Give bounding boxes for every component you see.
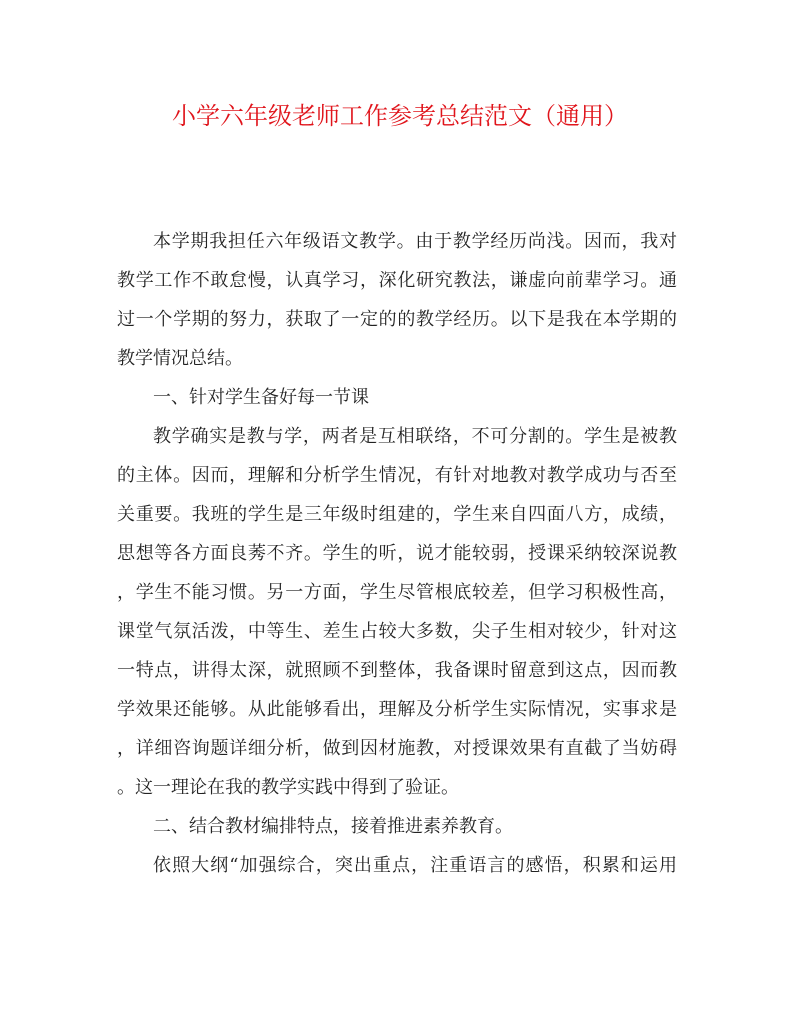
document-body — [117, 222, 677, 885]
section-heading: 二、结合教材编排特点，接着推进素养教育。 — [153, 816, 513, 837]
paragraph-line: 教学确实是教与学，两者是互相联络，不可分割的。学生是被教 — [153, 426, 677, 447]
paragraph-line: 过一个学期的努力，获取了一定的的教学经历。以下是我在本学期的 — [117, 309, 677, 330]
paragraph-line: 学效果还能够。从此能够看出，理解及分析学生实际情况，实事求是 — [117, 699, 677, 720]
document-title: 小学六年级老师工作参考总结范文（通用） — [172, 102, 628, 130]
paragraph-line: 思想等各方面良莠不齐。学生的听，说才能较弱，授课采纳较深说教 — [117, 543, 677, 564]
section-heading: 一、针对学生备好每一节课 — [153, 387, 369, 408]
paragraph-line: 教学情况总结。 — [117, 348, 243, 369]
paragraph-line: 依照大纲“加强综合，突出重点，注重语言的感悟，积累和运用 — [153, 855, 677, 876]
paragraph-line: 教学工作不敢怠慢，认真学习，深化研究教法，谦虚向前辈学习。通 — [117, 270, 677, 291]
paragraph-line: 课堂气氛活泼，中等生、差生占较大多数，尖子生相对较少，针对这 — [117, 621, 677, 642]
paragraph-line: 关重要。我班的学生是三年级时组建的，学生来自四面八方，成绩， — [117, 504, 677, 525]
paragraph-line: ，学生不能习惯。另一方面，学生尽管根底较差，但学习积极性高， — [117, 582, 677, 603]
paragraph-line: ，详细咨询题详细分析，做到因材施教，对授课效果有直截了当妨碍 — [117, 738, 677, 759]
paragraph-line: 一特点，讲得太深，就照顾不到整体，我备课时留意到这点，因而教 — [117, 660, 677, 681]
paragraph-line: 的主体。因而，理解和分析学生情况，有针对地教对教学成功与否至 — [117, 465, 677, 486]
paragraph-line: 本学期我担任六年级语文教学。由于教学经历尚浅。因而，我对 — [153, 231, 677, 252]
paragraph-line: 。这一理论在我的教学实践中得到了验证。 — [117, 777, 459, 798]
